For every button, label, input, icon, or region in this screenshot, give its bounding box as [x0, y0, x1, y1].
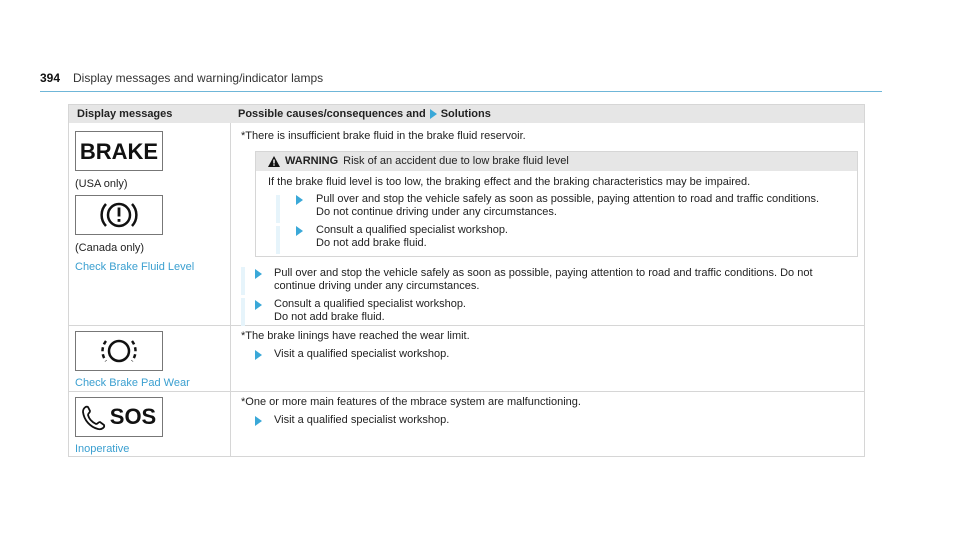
warning-box: [255, 151, 858, 257]
messages-table: [68, 104, 865, 457]
brake-pad-wear-icon: [75, 331, 163, 371]
warning-step-1-line-1: Pull over and stop the vehicle safely as soon as possible, paying attention to road and traffic conditions.: [316, 193, 820, 205]
brake-icon: [75, 131, 163, 171]
region-canada: (Canada only): [75, 242, 145, 254]
cause-text: *One or more main features of the mbrace system are malfunctioning.: [241, 396, 581, 408]
warning-label: WARNING: [285, 155, 339, 167]
row-divider: [69, 391, 864, 392]
arrow-right-icon: [255, 300, 262, 310]
region-usa: (USA only): [75, 178, 128, 190]
warning-body: If the brake fluid level is too low, the braking effect and the braking characteristics may be impaired.: [268, 176, 751, 188]
step-line: Visit a qualified specialist workshop.: [274, 348, 450, 360]
arrow-right-icon: [296, 226, 303, 236]
row-divider: [69, 325, 864, 326]
arrow-right-icon: [255, 350, 262, 360]
step-2-line-2: Do not add brake fluid.: [274, 311, 385, 323]
column-divider: [230, 123, 231, 456]
page-header: [40, 71, 882, 92]
warning-triangle-icon: [268, 156, 280, 167]
header-display-messages: Display messages: [77, 108, 173, 120]
svg-text:SOS: SOS: [109, 404, 157, 429]
warning-title: Risk of an accident due to low brake fluid level: [343, 155, 569, 167]
brake-warning-circle-icon: [75, 195, 163, 235]
cause-text: *The brake linings have reached the wear limit.: [241, 330, 470, 342]
arrow-right-icon: [255, 269, 262, 279]
warning-step-2-line-1: Consult a qualified specialist workshop.: [316, 224, 508, 236]
step-1-line-2: continue driving under any circumstances.: [274, 280, 480, 292]
message-inoperative: Inoperative: [75, 443, 130, 455]
svg-text:BRAKE: BRAKE: [79, 139, 159, 164]
arrow-right-icon: [430, 109, 437, 119]
step-line: Visit a qualified specialist workshop.: [274, 414, 450, 426]
warning-header: [256, 152, 857, 171]
warning-step-1-line-2: Do not continue driving under any circumstances.: [316, 206, 557, 218]
page-header-title: Display messages and warning/indicator lamps: [73, 71, 324, 85]
arrow-right-icon: [255, 416, 262, 426]
table-header: [69, 105, 864, 123]
message-check-brake-fluid: Check Brake Fluid Level: [75, 261, 195, 273]
warning-step-2-line-2: Do not add brake fluid.: [316, 237, 427, 249]
step-1-line-1: Pull over and stop the vehicle safely as soon as possible, paying attention to road and traffic conditions. Do not: [274, 267, 813, 279]
arrow-right-icon: [296, 195, 303, 205]
page-number: 394: [40, 71, 61, 85]
message-check-brake-pad-wear: Check Brake Pad Wear: [75, 377, 190, 389]
sos-phone-icon: [75, 397, 163, 437]
header-causes-solutions: Possible causes/consequences and Solutions: [238, 108, 491, 120]
cause-text: *There is insufficient brake fluid in the brake fluid reservoir.: [241, 130, 526, 142]
step-2-line-1: Consult a qualified specialist workshop.: [274, 298, 466, 310]
